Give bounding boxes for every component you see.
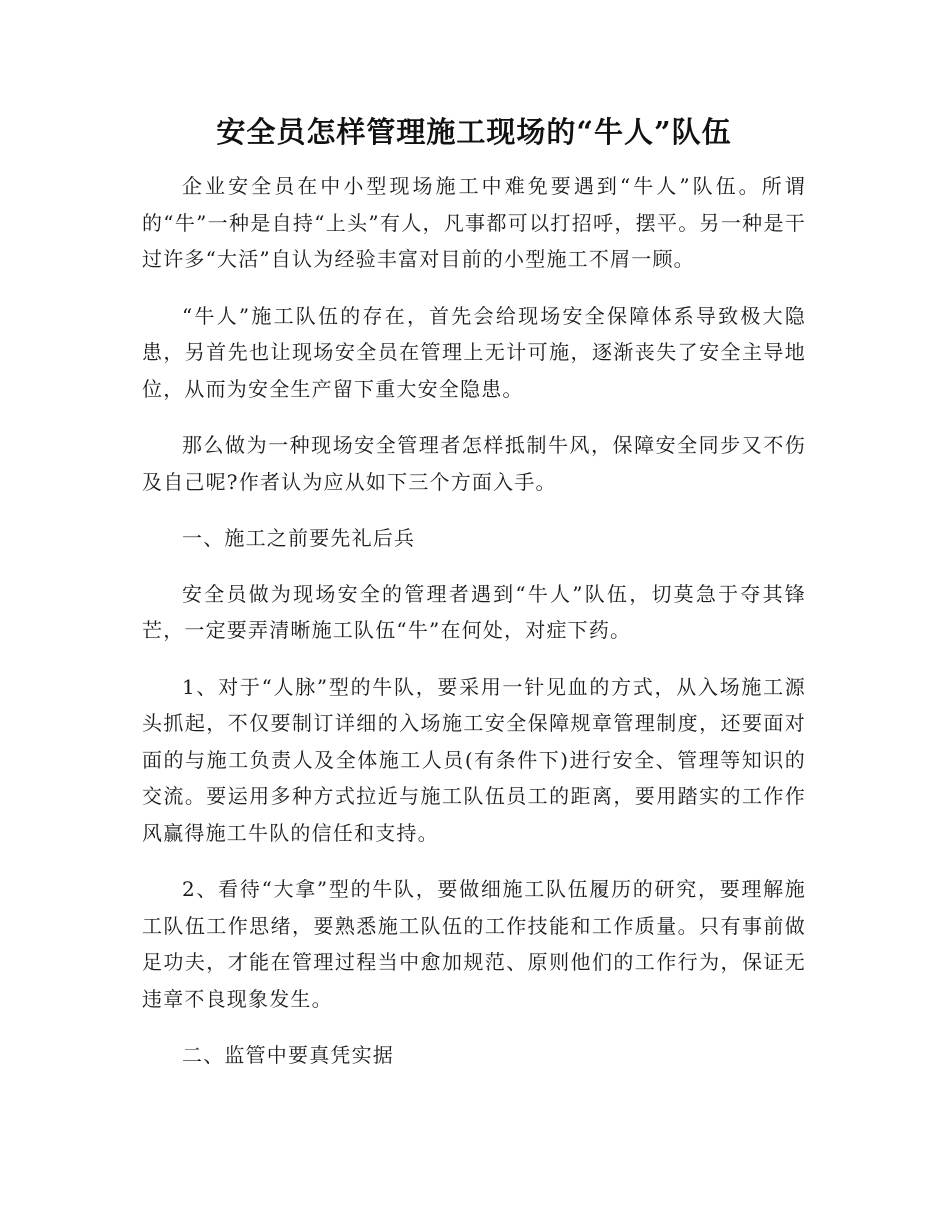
paragraph-hazard: “牛人”施工队伍的存在，首先会给现场安全保障体系导致极大隐患，另首先也让现场安全员在管理上无计可施，逐渐丧失了安全主导地位，从而为安全生产留下重大安全隐患。 (142, 303, 806, 401)
document-body (142, 110, 806, 1093)
paragraph-point-2: 2、看待“大拿”型的牛队，要做细施工队伍履历的研究，要理解施工队伍工作思绪，要熟悉施工队伍的工作技能和工作质量。只有事前做足功夫，才能在管理过程当中愈加规范、原则他们的工作行为，保证无违章不良现象发生。 (142, 877, 806, 1011)
paragraph-intro: 企业安全员在中小型现场施工中难免要遇到“牛人”队伍。所谓的“牛”一种是自持“上头”有人，凡事都可以打招呼，摆平。另一种是干过许多“大活”自认为经验丰富对目前的小型施工不屑一顾。 (142, 174, 806, 271)
section-heading-2: 二、监管中要真凭实据 (182, 1043, 394, 1067)
paragraph-section-1: 安全员做为现场安全的管理者遇到“牛人”队伍，切莫急于夺其锋芒，一定要弄清晰施工队伍“牛”在何处，对症下药。 (142, 581, 806, 642)
section-heading-1: 一、施工之前要先礼后兵 (182, 526, 416, 550)
paragraph-question: 那么做为一种现场安全管理者怎样抵制牛风，保障安全同步又不伤及自己呢?作者认为应从如下三个方面入手。 (142, 433, 806, 494)
paragraph-point-1: 1、对于“人脉”型的牛队，要采用一针见血的方式，从入场施工源头抓起，不仅要制订详细的入场施工安全保障规章管理制度，还要面对面的与施工负责人及全体施工人员(有条件下)进行安全、管理等知识的交流。要运用多种方式拉近与施工队伍员工的距离，要用踏实的工作作风赢得施工牛队的信任和支持。 (142, 674, 806, 845)
document-title: 安全员怎样管理施工现场的“牛人”队伍 (216, 115, 732, 149)
